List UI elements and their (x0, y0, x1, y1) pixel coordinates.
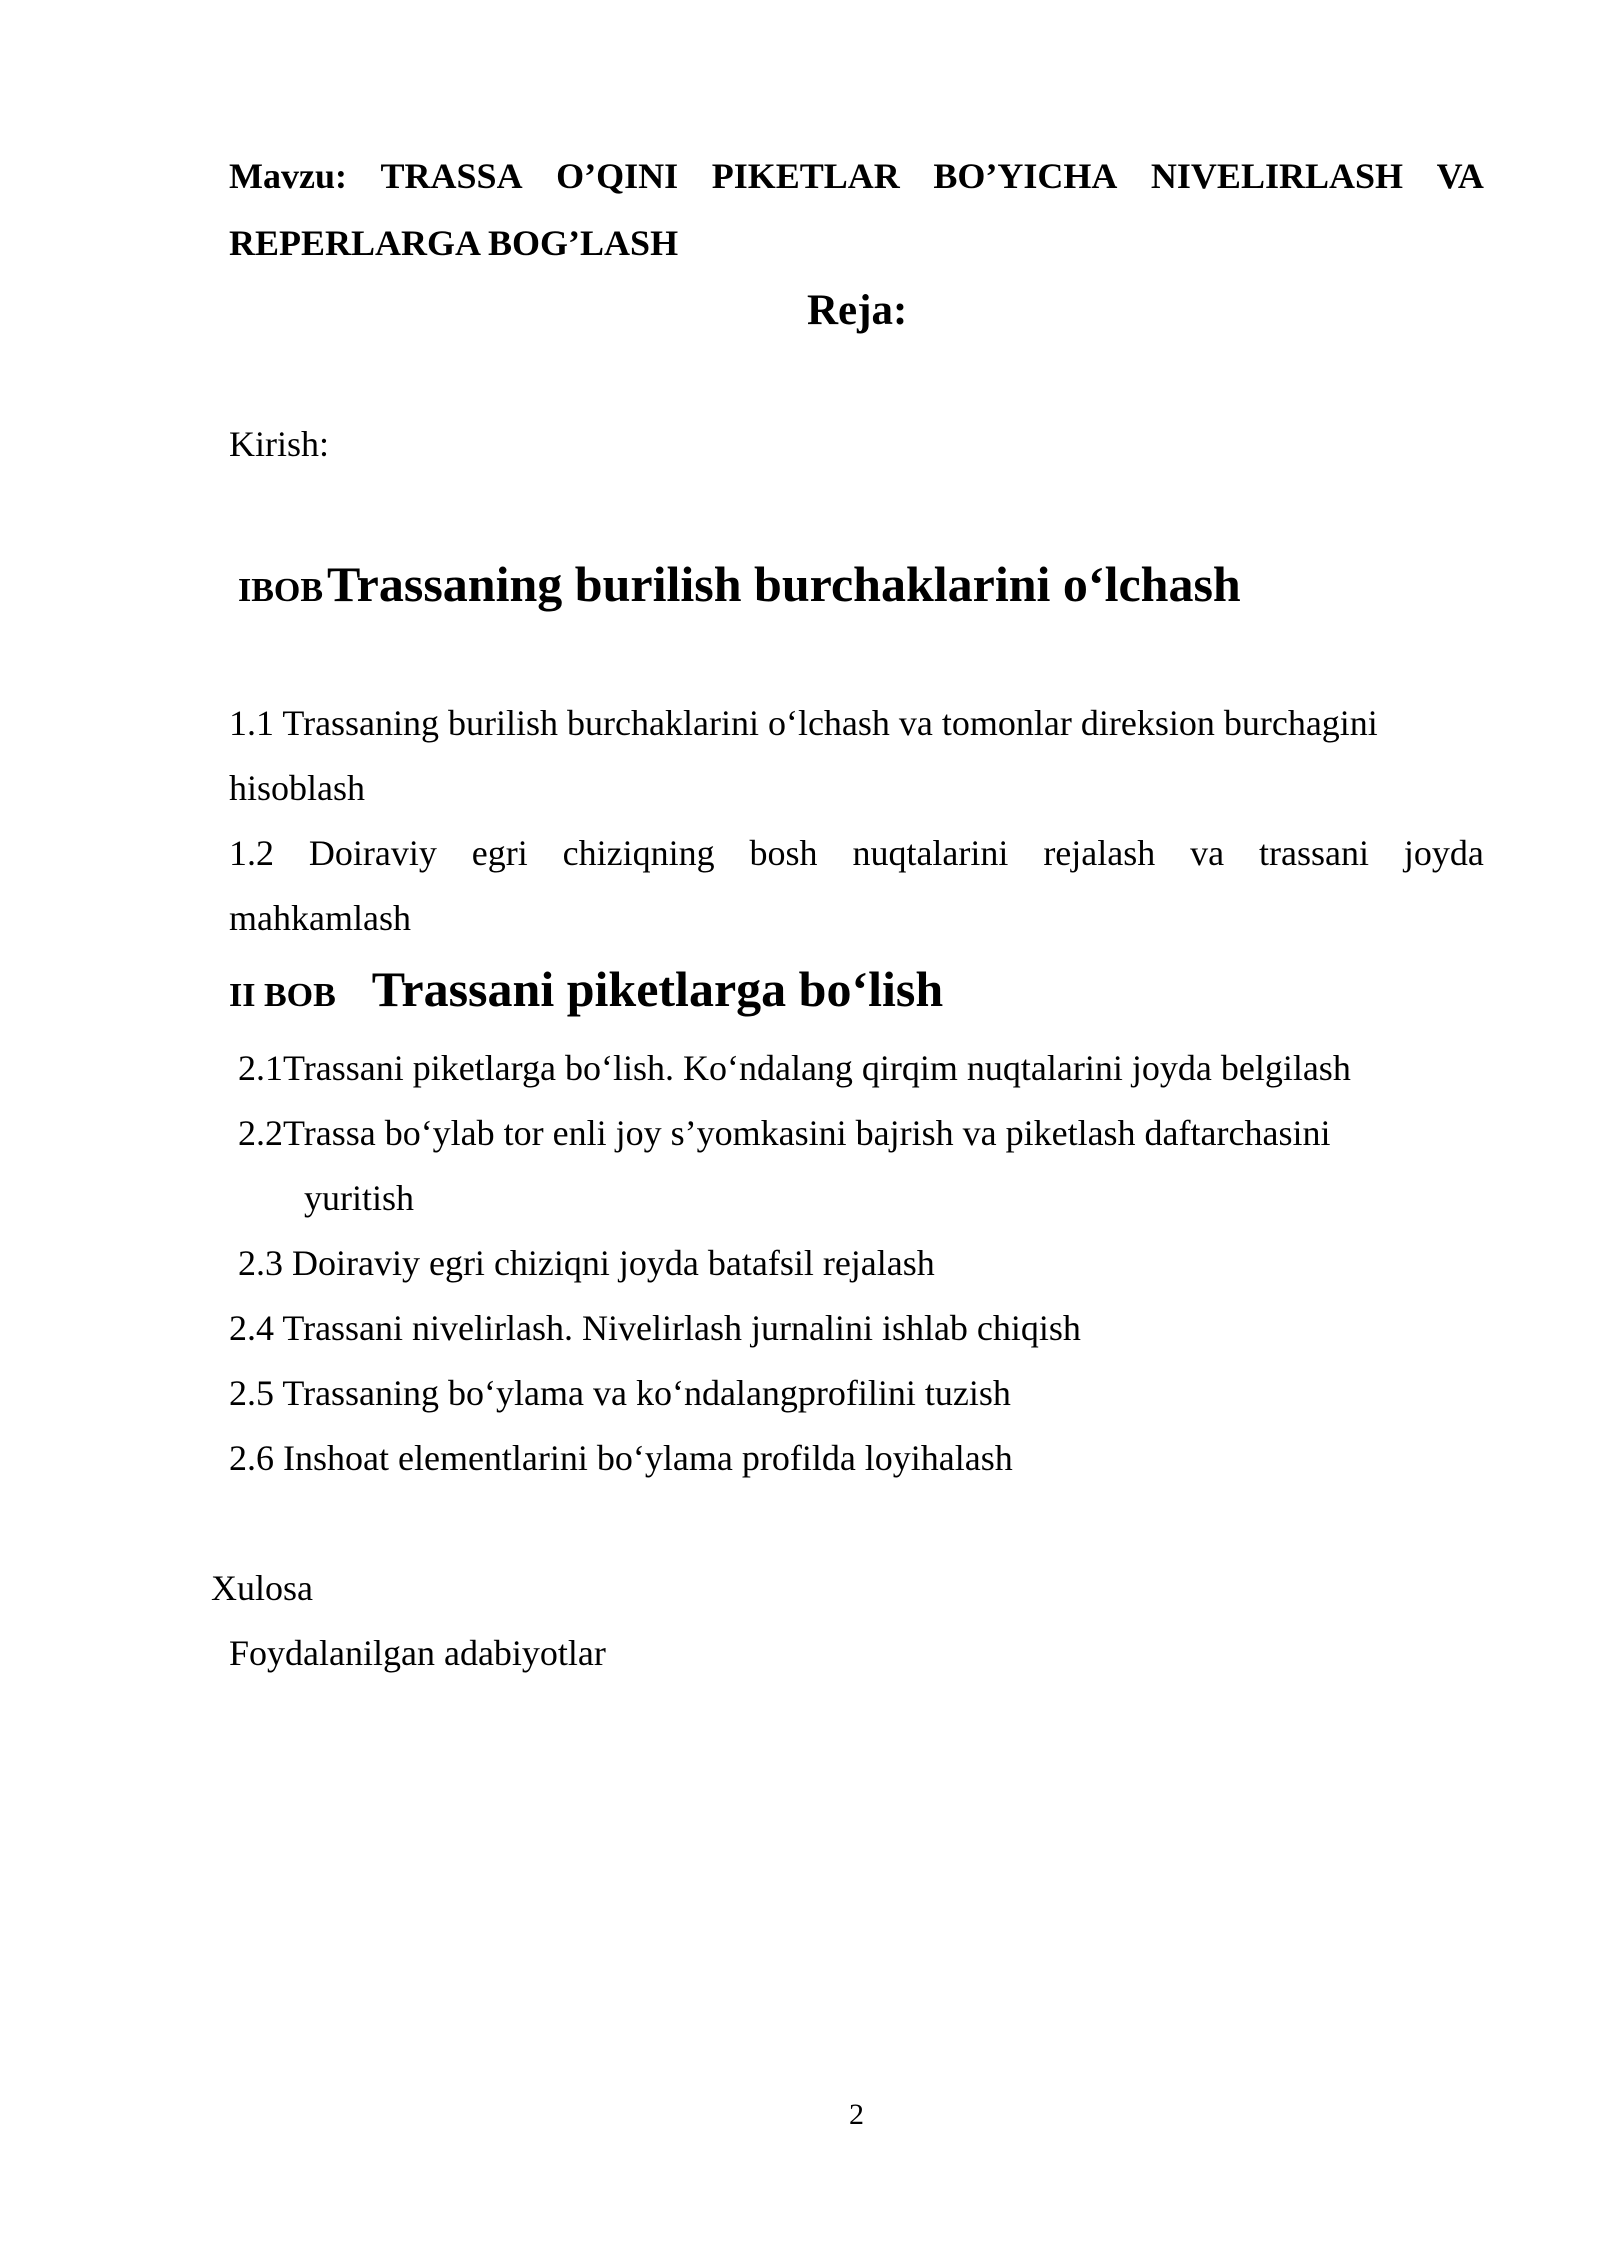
toc-item-2-5: 2.5 Trassaning bo‘ylama va ko‘ndalangprofilini tuzish (229, 1373, 1011, 1413)
toc-item-2-6: 2.6 Inshoat elementlarini bo‘ylama profilda loyihalash (229, 1438, 1013, 1478)
toc-item-1-2-line1 (229, 835, 1484, 871)
toc-item-2-2-line1: 2.2Trassa bo‘ylab tor enli joy s’yomkasini bajrish va piketlash daftarchasini (238, 1113, 1331, 1153)
toc-word: nuqtalarini (852, 833, 1009, 873)
chapter1-prefix: IBOB (238, 572, 324, 609)
toc-item-1-1-line1: 1.1 Trassaning burilish burchaklarini o‘lchash va tomonlar direksion burchagini (229, 703, 1378, 743)
chapter2-title: Trassani piketlarga bo‘lish (371, 961, 944, 1017)
chapter1-heading (238, 555, 1241, 613)
toc-word: 1.2 (229, 833, 274, 873)
toc-item-2-1: 2.1Trassani piketlarga bo‘lish. Ko‘ndalang qirqim nuqtalarini joyda belgilash (238, 1048, 1351, 1088)
chapter2-prefix: II BOB (229, 977, 336, 1014)
references-item: Foydalanilgan adabiyotlar (229, 1633, 606, 1673)
plan-heading: Reja: (807, 287, 908, 334)
toc-word: va (1190, 833, 1225, 873)
topic-word: TRASSA (380, 156, 523, 196)
toc-item-2-3: 2.3 Doiraviy egri chiziqni joyda batafsil rejalash (238, 1243, 935, 1283)
topic-title-line2: REPERLARGA BOG’LASH (229, 223, 679, 263)
intro-item: Kirish: (229, 424, 330, 464)
topic-word: PIKETLAR (711, 156, 900, 196)
topic-word: VA (1436, 156, 1484, 196)
toc-word: rejalash (1043, 833, 1156, 873)
toc-item-2-2-line2: yuritish (304, 1178, 415, 1218)
toc-word: chiziqning (562, 833, 715, 873)
toc-word: joyda (1403, 833, 1484, 873)
topic-label: Mavzu: (229, 156, 347, 196)
conclusion-item: Xulosa (211, 1568, 313, 1608)
topic-word: NIVELIRLASH (1150, 156, 1403, 196)
toc-word: trassani (1259, 833, 1370, 873)
toc-word: bosh (749, 833, 818, 873)
topic-title-line1 (229, 158, 1484, 194)
topic-word: O’QINI (556, 156, 679, 196)
chapter2-heading (229, 960, 943, 1018)
topic-word: BO’YICHA (933, 156, 1118, 196)
toc-word: egri (471, 833, 528, 873)
toc-item-2-4: 2.4 Trassani nivelirlash. Nivelirlash jurnalini ishlab chiqish (229, 1308, 1081, 1348)
toc-item-1-1-line2: hisoblash (229, 768, 366, 808)
toc-item-1-2-line2: mahkamlash (229, 898, 411, 938)
chapter1-title: Trassaning burilish burchaklarini o‘lchash (327, 556, 1241, 612)
toc-word: Doiraviy (308, 833, 437, 873)
page-number: 2 (849, 2098, 864, 2131)
